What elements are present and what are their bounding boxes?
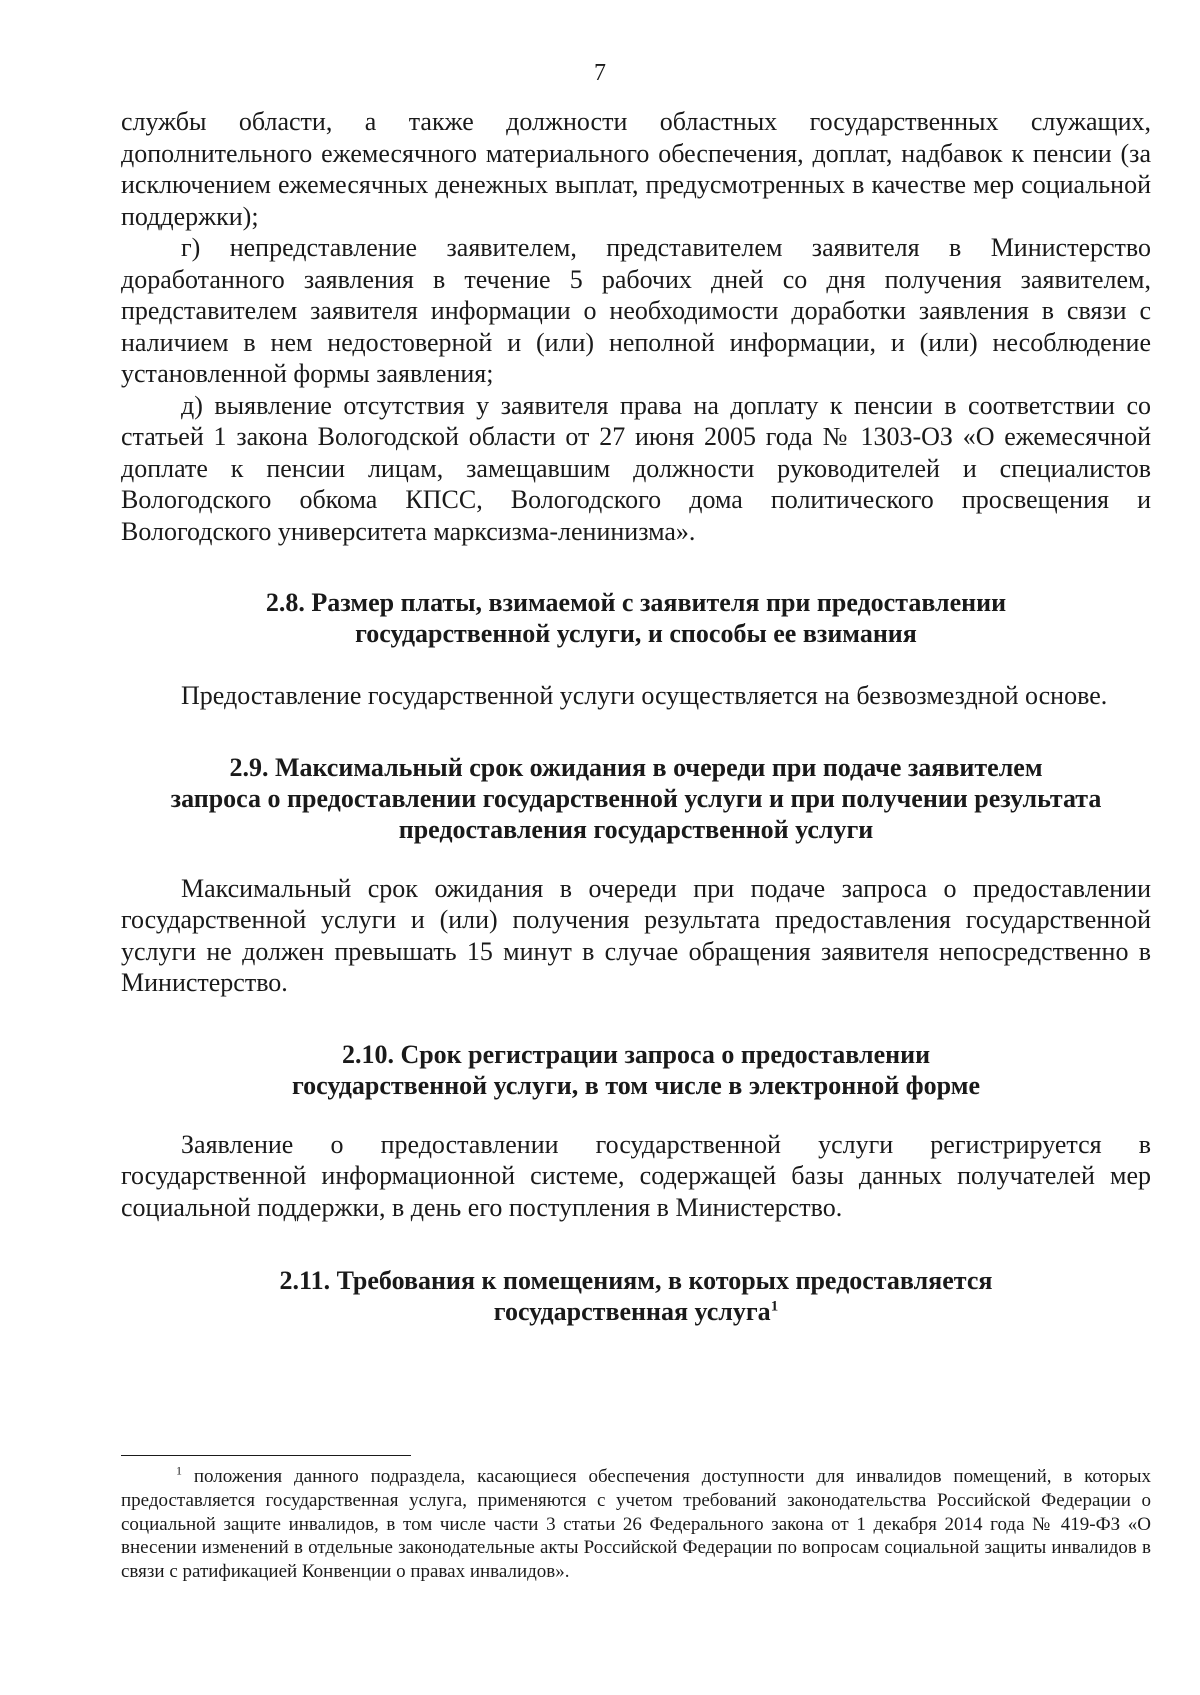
heading-line: 2.10. Срок регистрации запроса о предоставлении bbox=[341, 1039, 931, 1069]
footnote bbox=[121, 1465, 1151, 1584]
footnote-marker: 1 bbox=[176, 1463, 182, 1478]
heading-line: государственная услуга bbox=[493, 1297, 771, 1326]
page-number: 7 bbox=[594, 60, 606, 86]
heading-line: 2.11. Требования к помещениям, в которых предоставляется bbox=[279, 1266, 993, 1295]
paragraph-item-g: г) непредставление заявителем, представителем заявителя в Министерство доработанного заявления в течение 5 рабочих дней со дня получения заявителем, представителем заявителя информации о необходимости доработки заявления в связи с наличием в нем недостоверной и (или) неполной информации, и (или) несоблюдение установленной формы заявления; bbox=[121, 233, 1151, 388]
heading-line: государственной услуги, в том числе в электронной форме bbox=[292, 1070, 980, 1100]
footnote-separator bbox=[121, 1455, 411, 1456]
paragraph-section-2-8: Предоставление государственной услуги осуществляется на безвозмездной основе. bbox=[181, 681, 1108, 710]
section-heading-2-9 bbox=[121, 752, 1151, 845]
paragraph-section-2-9: Максимальный срок ожидания в очереди при подаче запроса о предоставлении государственной услуги и (или) получения результата предоставления государственной услуги не должен превышать 15 минут в случае обращения заявителя непосредственно в Министерство. bbox=[121, 873, 1151, 997]
heading-line: предоставления государственной услуги bbox=[398, 814, 874, 844]
heading-line: 2.9. Максимальный срок ожидания в очереди при подаче заявителем bbox=[229, 752, 1043, 782]
section-heading-2-10 bbox=[121, 1039, 1151, 1101]
footnote-text: положения данного подраздела, касающиеся обеспечения доступности для инвалидов помещений, в которых предоставляется государственная услуга, применяются с учетом требований законодательства Российской Федерации о социальной защите инвалидов, в том числе части 3 статьи 26 Федерального закона от 1 декабря 2014 года № 419-ФЗ «О внесении изменений в отдельные законодательные акты Российской Федерации по вопросам социальной защиты инвалидов в связи с ратификацией Конвенции о правах инвалидов». bbox=[121, 1466, 1151, 1583]
paragraph-item-d: д) выявление отсутствия у заявителя права на доплату к пенсии в соответствии со статьей 1 закона Вологодской области от 27 июня 2005 года № 1303-ОЗ «О ежемесячной доплате к пенсии лицам, замещавшим должности руководителей и специалистов Вологодского обкома КПСС, Вологодского дома политического просвещения и Вологодского университета марксизма-ленинизма». bbox=[121, 390, 1151, 546]
paragraph-continuation: службы области, а также должности областных государственных служащих, дополнительного ежемесячного материального обеспечения, доплат, надбавок к пенсии (за исключением ежемесячных денежных выплат, предусмотренных в качестве мер социальной поддержки); bbox=[121, 107, 1151, 231]
footnote-reference[interactable]: 1 bbox=[770, 1298, 779, 1315]
heading-line: запроса о предоставлении государственной услуги и при получении результата bbox=[170, 783, 1102, 813]
heading-line: государственной услуги, и способы ее взимания bbox=[355, 619, 917, 648]
document-body bbox=[121, 106, 1151, 1327]
section-heading-2-11 bbox=[121, 1265, 1151, 1327]
heading-line: 2.8. Размер платы, взимаемой с заявителя при предоставлении bbox=[265, 588, 1007, 617]
paragraph-section-2-10: Заявление о предоставлении государственной услуги регистрируется в государственной информационной системе, содержащей базы данных получателей мер социальной поддержки, в день его поступления в Министерство. bbox=[121, 1129, 1151, 1222]
section-heading-2-8 bbox=[121, 587, 1151, 649]
